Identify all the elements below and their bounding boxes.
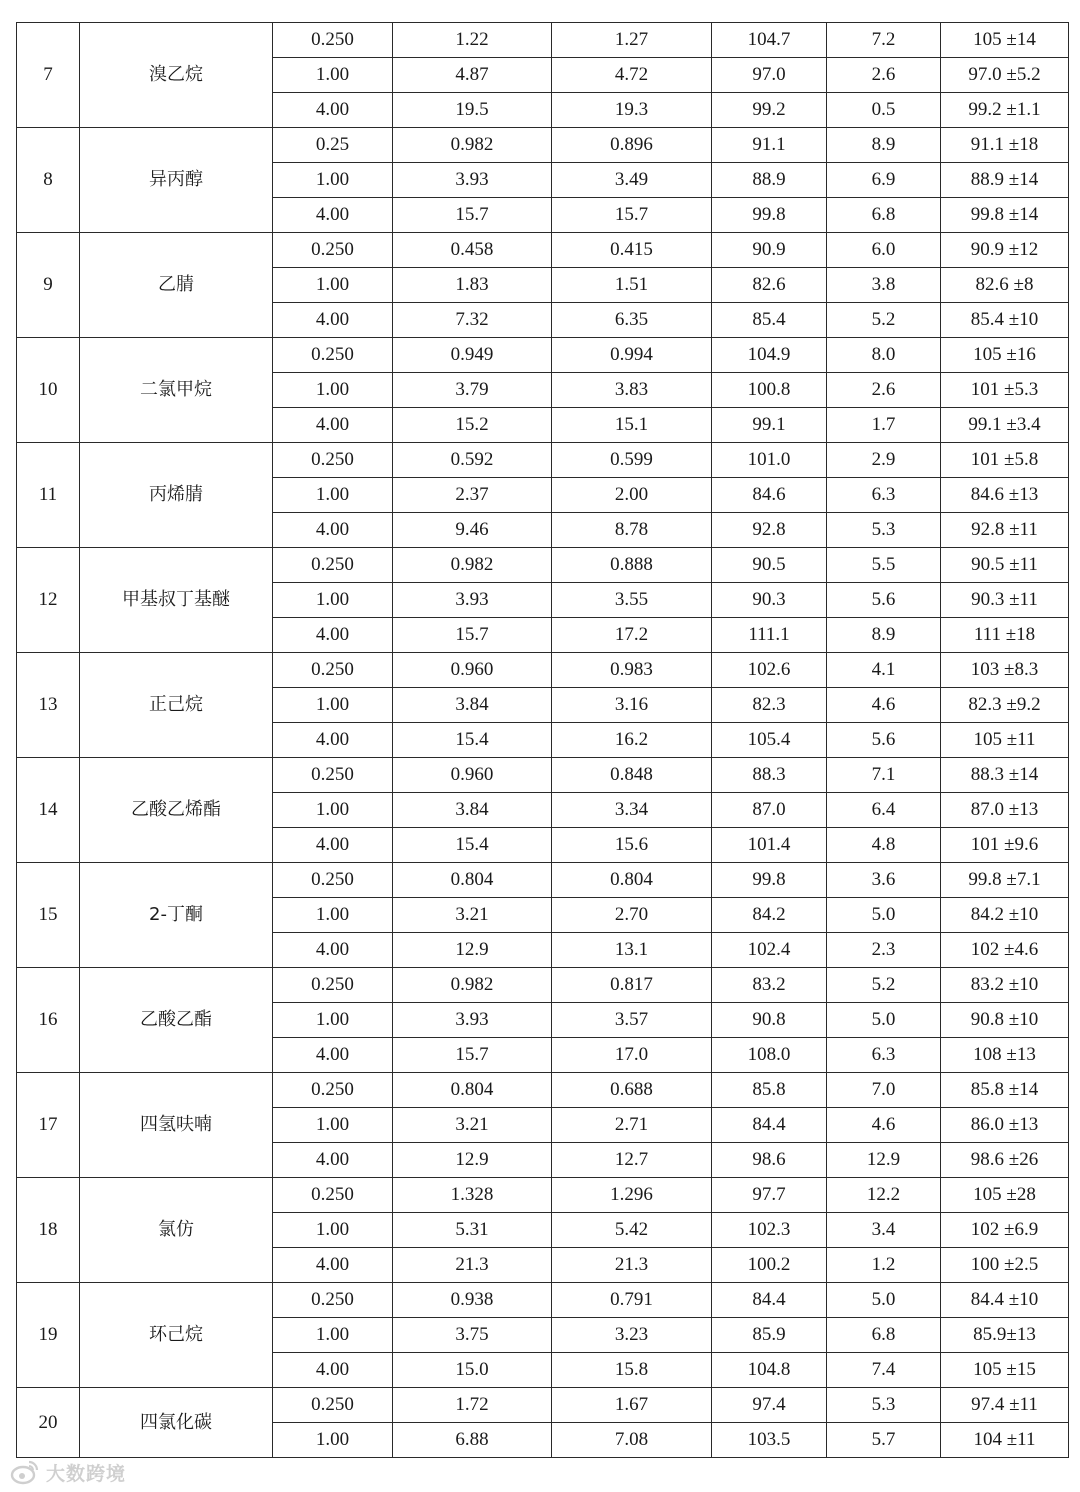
value-cell: 90.5 ±11: [941, 548, 1069, 583]
watermark-text: 大数跨境: [46, 1462, 127, 1485]
value-cell: 0.592: [393, 443, 552, 478]
compound-number-cell: 12: [17, 548, 80, 653]
compound-name-cell: 乙酸乙烯酯: [80, 758, 273, 863]
value-cell: 83.2: [712, 968, 827, 1003]
table-row: [17, 1178, 1069, 1213]
value-cell: 17.0: [552, 1038, 712, 1073]
value-cell: 0.415: [552, 233, 712, 268]
compound-number-cell: 20: [17, 1388, 80, 1458]
value-cell: 6.0: [827, 233, 941, 268]
value-cell: 6.35: [552, 303, 712, 338]
value-cell: 7.4: [827, 1353, 941, 1388]
value-cell: 15.7: [393, 198, 552, 233]
table-row: [17, 23, 1069, 58]
value-cell: 90.8: [712, 1003, 827, 1038]
value-cell: 104.8: [712, 1353, 827, 1388]
value-cell: 3.84: [393, 793, 552, 828]
value-cell: 1.00: [273, 58, 393, 93]
value-cell: 6.8: [827, 1318, 941, 1353]
value-cell: 3.75: [393, 1318, 552, 1353]
table-row: [17, 1073, 1069, 1108]
value-cell: 82.3 ±9.2: [941, 688, 1069, 723]
compound-number-cell: 15: [17, 863, 80, 968]
compound-number-cell: 8: [17, 128, 80, 233]
value-cell: 108 ±13: [941, 1038, 1069, 1073]
compound-name-cell: 四氢呋喃: [80, 1073, 273, 1178]
value-cell: 1.7: [827, 408, 941, 443]
compound-name-cell: 异丙醇: [80, 128, 273, 233]
value-cell: 5.0: [827, 898, 941, 933]
value-cell: 0.5: [827, 93, 941, 128]
value-cell: 101.0: [712, 443, 827, 478]
table-row: [17, 443, 1069, 478]
value-cell: 99.8 ±7.1: [941, 863, 1069, 898]
value-cell: 0.250: [273, 233, 393, 268]
value-cell: 103 ±8.3: [941, 653, 1069, 688]
value-cell: 7.32: [393, 303, 552, 338]
value-cell: 0.250: [273, 23, 393, 58]
value-cell: 0.982: [393, 548, 552, 583]
compound-name-cell: 乙酸乙酯: [80, 968, 273, 1073]
value-cell: 8.0: [827, 338, 941, 373]
compound-name-cell: 丙烯腈: [80, 443, 273, 548]
data-table: [16, 22, 1069, 1458]
value-cell: 99.1: [712, 408, 827, 443]
value-cell: 111.1: [712, 618, 827, 653]
value-cell: 85.4: [712, 303, 827, 338]
value-cell: 21.3: [393, 1248, 552, 1283]
value-cell: 4.00: [273, 303, 393, 338]
value-cell: 0.896: [552, 128, 712, 163]
value-cell: 99.1 ±3.4: [941, 408, 1069, 443]
value-cell: 4.00: [273, 1248, 393, 1283]
value-cell: 91.1 ±18: [941, 128, 1069, 163]
value-cell: 84.4: [712, 1108, 827, 1143]
value-cell: 1.00: [273, 268, 393, 303]
value-cell: 4.8: [827, 828, 941, 863]
value-cell: 1.2: [827, 1248, 941, 1283]
compound-number-cell: 17: [17, 1073, 80, 1178]
value-cell: 5.42: [552, 1213, 712, 1248]
value-cell: 99.2 ±1.1: [941, 93, 1069, 128]
value-cell: 84.4: [712, 1283, 827, 1318]
value-cell: 105 ±28: [941, 1178, 1069, 1213]
value-cell: 4.00: [273, 1038, 393, 1073]
value-cell: 5.3: [827, 1388, 941, 1423]
compound-number-cell: 16: [17, 968, 80, 1073]
value-cell: 103.5: [712, 1423, 827, 1458]
compound-number-cell: 11: [17, 443, 80, 548]
value-cell: 85.9: [712, 1318, 827, 1353]
compound-name-cell: 溴乙烷: [80, 23, 273, 128]
value-cell: 3.16: [552, 688, 712, 723]
value-cell: 0.804: [552, 863, 712, 898]
value-cell: 99.8: [712, 198, 827, 233]
value-cell: 6.9: [827, 163, 941, 198]
value-cell: 102.3: [712, 1213, 827, 1248]
value-cell: 5.6: [827, 583, 941, 618]
value-cell: 3.93: [393, 583, 552, 618]
value-cell: 1.00: [273, 898, 393, 933]
value-cell: 4.00: [273, 723, 393, 758]
value-cell: 0.817: [552, 968, 712, 1003]
compound-name-cell: 正己烷: [80, 653, 273, 758]
value-cell: 101 ±9.6: [941, 828, 1069, 863]
value-cell: 100 ±2.5: [941, 1248, 1069, 1283]
value-cell: 2.6: [827, 373, 941, 408]
value-cell: 2.71: [552, 1108, 712, 1143]
value-cell: 98.6 ±26: [941, 1143, 1069, 1178]
value-cell: 12.9: [827, 1143, 941, 1178]
value-cell: 102 ±4.6: [941, 933, 1069, 968]
value-cell: 15.1: [552, 408, 712, 443]
value-cell: 4.00: [273, 1353, 393, 1388]
value-cell: 99.8: [712, 863, 827, 898]
value-cell: 4.6: [827, 688, 941, 723]
value-cell: 82.6 ±8: [941, 268, 1069, 303]
value-cell: 1.328: [393, 1178, 552, 1213]
value-cell: 97.0 ±5.2: [941, 58, 1069, 93]
value-cell: 90.9 ±12: [941, 233, 1069, 268]
value-cell: 98.6: [712, 1143, 827, 1178]
value-cell: 0.949: [393, 338, 552, 373]
value-cell: 3.34: [552, 793, 712, 828]
value-cell: 1.00: [273, 1108, 393, 1143]
compound-name-cell: 环己烷: [80, 1283, 273, 1388]
value-cell: 6.3: [827, 478, 941, 513]
value-cell: 84.6 ±13: [941, 478, 1069, 513]
compound-number-cell: 13: [17, 653, 80, 758]
value-cell: 21.3: [552, 1248, 712, 1283]
value-cell: 104 ±11: [941, 1423, 1069, 1458]
value-cell: 102.4: [712, 933, 827, 968]
value-cell: 2.3: [827, 933, 941, 968]
value-cell: 5.2: [827, 968, 941, 1003]
value-cell: 84.2 ±10: [941, 898, 1069, 933]
value-cell: 99.8 ±14: [941, 198, 1069, 233]
value-cell: 17.2: [552, 618, 712, 653]
value-cell: 0.960: [393, 653, 552, 688]
value-cell: 0.888: [552, 548, 712, 583]
value-cell: 0.982: [393, 128, 552, 163]
value-cell: 88.9: [712, 163, 827, 198]
value-cell: 97.4: [712, 1388, 827, 1423]
value-cell: 0.250: [273, 1178, 393, 1213]
value-cell: 6.3: [827, 1038, 941, 1073]
value-cell: 0.938: [393, 1283, 552, 1318]
value-cell: 3.83: [552, 373, 712, 408]
value-cell: 97.0: [712, 58, 827, 93]
value-cell: 15.7: [552, 198, 712, 233]
value-cell: 84.4 ±10: [941, 1283, 1069, 1318]
value-cell: 102 ±6.9: [941, 1213, 1069, 1248]
value-cell: 0.458: [393, 233, 552, 268]
compound-number-cell: 18: [17, 1178, 80, 1283]
value-cell: 3.49: [552, 163, 712, 198]
compound-name-cell: 甲基叔丁基醚: [80, 548, 273, 653]
table-row: [17, 863, 1069, 898]
value-cell: 0.250: [273, 443, 393, 478]
value-cell: 12.7: [552, 1143, 712, 1178]
value-cell: 101 ±5.3: [941, 373, 1069, 408]
value-cell: 4.00: [273, 618, 393, 653]
value-cell: 0.250: [273, 758, 393, 793]
value-cell: 105.4: [712, 723, 827, 758]
value-cell: 85.4 ±10: [941, 303, 1069, 338]
value-cell: 85.8: [712, 1073, 827, 1108]
value-cell: 8.9: [827, 618, 941, 653]
value-cell: 5.3: [827, 513, 941, 548]
value-cell: 19.3: [552, 93, 712, 128]
value-cell: 3.8: [827, 268, 941, 303]
value-cell: 3.6: [827, 863, 941, 898]
value-cell: 5.6: [827, 723, 941, 758]
value-cell: 0.983: [552, 653, 712, 688]
value-cell: 4.00: [273, 933, 393, 968]
value-cell: 15.7: [393, 1038, 552, 1073]
value-cell: 12.9: [393, 1143, 552, 1178]
value-cell: 88.3: [712, 758, 827, 793]
value-cell: 4.6: [827, 1108, 941, 1143]
value-cell: 15.4: [393, 723, 552, 758]
compound-name-cell: 四氯化碳: [80, 1388, 273, 1458]
watermark: [10, 1459, 126, 1485]
value-cell: 0.599: [552, 443, 712, 478]
compound-number-cell: 7: [17, 23, 80, 128]
value-cell: 99.2: [712, 93, 827, 128]
value-cell: 1.00: [273, 1423, 393, 1458]
compound-name-cell: 二氯甲烷: [80, 338, 273, 443]
compound-name-cell: 乙腈: [80, 233, 273, 338]
value-cell: 91.1: [712, 128, 827, 163]
value-cell: 108.0: [712, 1038, 827, 1073]
value-cell: 0.250: [273, 1073, 393, 1108]
table-row: [17, 338, 1069, 373]
value-cell: 0.804: [393, 863, 552, 898]
value-cell: 5.5: [827, 548, 941, 583]
value-cell: 85.8 ±14: [941, 1073, 1069, 1108]
value-cell: 100.8: [712, 373, 827, 408]
compound-number-cell: 19: [17, 1283, 80, 1388]
value-cell: 87.0 ±13: [941, 793, 1069, 828]
value-cell: 90.5: [712, 548, 827, 583]
value-cell: 0.250: [273, 968, 393, 1003]
value-cell: 1.00: [273, 163, 393, 198]
value-cell: 90.3 ±11: [941, 583, 1069, 618]
value-cell: 7.2: [827, 23, 941, 58]
value-cell: 0.804: [393, 1073, 552, 1108]
value-cell: 1.51: [552, 268, 712, 303]
value-cell: 92.8 ±11: [941, 513, 1069, 548]
value-cell: 3.4: [827, 1213, 941, 1248]
value-cell: 105 ±16: [941, 338, 1069, 373]
value-cell: 1.27: [552, 23, 712, 58]
table-row: [17, 1283, 1069, 1318]
value-cell: 15.7: [393, 618, 552, 653]
value-cell: 4.00: [273, 198, 393, 233]
value-cell: 4.00: [273, 828, 393, 863]
value-cell: 5.0: [827, 1283, 941, 1318]
value-cell: 3.79: [393, 373, 552, 408]
value-cell: 90.8 ±10: [941, 1003, 1069, 1038]
value-cell: 6.88: [393, 1423, 552, 1458]
value-cell: 88.3 ±14: [941, 758, 1069, 793]
weibo-logo-icon: [10, 1459, 40, 1485]
value-cell: 88.9 ±14: [941, 163, 1069, 198]
compound-name-cell: 氯仿: [80, 1178, 273, 1283]
table-row: [17, 968, 1069, 1003]
value-cell: 5.7: [827, 1423, 941, 1458]
value-cell: 12.9: [393, 933, 552, 968]
value-cell: 1.00: [273, 373, 393, 408]
value-cell: 0.250: [273, 1388, 393, 1423]
value-cell: 2.70: [552, 898, 712, 933]
value-cell: 2.6: [827, 58, 941, 93]
value-cell: 97.7: [712, 1178, 827, 1213]
value-cell: 3.57: [552, 1003, 712, 1038]
value-cell: 0.688: [552, 1073, 712, 1108]
value-cell: 3.84: [393, 688, 552, 723]
value-cell: 1.00: [273, 1003, 393, 1038]
value-cell: 90.3: [712, 583, 827, 618]
value-cell: 1.67: [552, 1388, 712, 1423]
value-cell: 7.08: [552, 1423, 712, 1458]
value-cell: 92.8: [712, 513, 827, 548]
value-cell: 4.00: [273, 513, 393, 548]
value-cell: 105 ±11: [941, 723, 1069, 758]
value-cell: 6.8: [827, 198, 941, 233]
value-cell: 12.2: [827, 1178, 941, 1213]
value-cell: 0.250: [273, 653, 393, 688]
compound-number-cell: 9: [17, 233, 80, 338]
value-cell: 104.9: [712, 338, 827, 373]
value-cell: 7.0: [827, 1073, 941, 1108]
value-cell: 0.994: [552, 338, 712, 373]
value-cell: 4.1: [827, 653, 941, 688]
table-row: [17, 758, 1069, 793]
value-cell: 3.21: [393, 1108, 552, 1143]
value-cell: 111 ±18: [941, 618, 1069, 653]
value-cell: 105 ±14: [941, 23, 1069, 58]
value-cell: 0.25: [273, 128, 393, 163]
value-cell: 2.37: [393, 478, 552, 513]
value-cell: 15.2: [393, 408, 552, 443]
value-cell: 5.0: [827, 1003, 941, 1038]
compound-name-cell: 2-丁酮: [80, 863, 273, 968]
value-cell: 2.00: [552, 478, 712, 513]
value-cell: 83.2 ±10: [941, 968, 1069, 1003]
value-cell: 84.6: [712, 478, 827, 513]
table-body: [17, 23, 1069, 1458]
value-cell: 100.2: [712, 1248, 827, 1283]
value-cell: 4.00: [273, 408, 393, 443]
value-cell: 1.22: [393, 23, 552, 58]
value-cell: 102.6: [712, 653, 827, 688]
value-cell: 1.296: [552, 1178, 712, 1213]
value-cell: 101.4: [712, 828, 827, 863]
value-cell: 0.848: [552, 758, 712, 793]
value-cell: 1.00: [273, 1213, 393, 1248]
value-cell: 4.72: [552, 58, 712, 93]
value-cell: 97.4 ±11: [941, 1388, 1069, 1423]
value-cell: 87.0: [712, 793, 827, 828]
value-cell: 15.4: [393, 828, 552, 863]
value-cell: 86.0 ±13: [941, 1108, 1069, 1143]
value-cell: 3.93: [393, 1003, 552, 1038]
table-row: [17, 1388, 1069, 1423]
value-cell: 90.9: [712, 233, 827, 268]
value-cell: 4.00: [273, 93, 393, 128]
value-cell: 1.00: [273, 583, 393, 618]
value-cell: 7.1: [827, 758, 941, 793]
value-cell: 1.00: [273, 1318, 393, 1353]
value-cell: 16.2: [552, 723, 712, 758]
value-cell: 3.55: [552, 583, 712, 618]
value-cell: 19.5: [393, 93, 552, 128]
value-cell: 8.9: [827, 128, 941, 163]
table-row: [17, 653, 1069, 688]
value-cell: 15.0: [393, 1353, 552, 1388]
value-cell: 5.2: [827, 303, 941, 338]
value-cell: 104.7: [712, 23, 827, 58]
value-cell: 1.00: [273, 478, 393, 513]
value-cell: 85.9±13: [941, 1318, 1069, 1353]
value-cell: 101 ±5.8: [941, 443, 1069, 478]
value-cell: 15.6: [552, 828, 712, 863]
table-row: [17, 128, 1069, 163]
value-cell: 82.6: [712, 268, 827, 303]
value-cell: 1.83: [393, 268, 552, 303]
value-cell: 13.1: [552, 933, 712, 968]
compound-number-cell: 14: [17, 758, 80, 863]
value-cell: 84.2: [712, 898, 827, 933]
value-cell: 0.791: [552, 1283, 712, 1318]
value-cell: 5.31: [393, 1213, 552, 1248]
table-row: [17, 548, 1069, 583]
value-cell: 0.250: [273, 1283, 393, 1318]
value-cell: 1.00: [273, 793, 393, 828]
value-cell: 4.00: [273, 1143, 393, 1178]
value-cell: 2.9: [827, 443, 941, 478]
value-cell: 0.250: [273, 863, 393, 898]
value-cell: 15.8: [552, 1353, 712, 1388]
value-cell: 1.00: [273, 688, 393, 723]
value-cell: 105 ±15: [941, 1353, 1069, 1388]
value-cell: 3.93: [393, 163, 552, 198]
value-cell: 3.21: [393, 898, 552, 933]
value-cell: 1.72: [393, 1388, 552, 1423]
value-cell: 0.250: [273, 338, 393, 373]
table-row: [17, 233, 1069, 268]
value-cell: 0.982: [393, 968, 552, 1003]
value-cell: 3.23: [552, 1318, 712, 1353]
value-cell: 8.78: [552, 513, 712, 548]
value-cell: 82.3: [712, 688, 827, 723]
value-cell: 0.250: [273, 548, 393, 583]
value-cell: 9.46: [393, 513, 552, 548]
value-cell: 0.960: [393, 758, 552, 793]
value-cell: 6.4: [827, 793, 941, 828]
value-cell: 4.87: [393, 58, 552, 93]
compound-number-cell: 10: [17, 338, 80, 443]
